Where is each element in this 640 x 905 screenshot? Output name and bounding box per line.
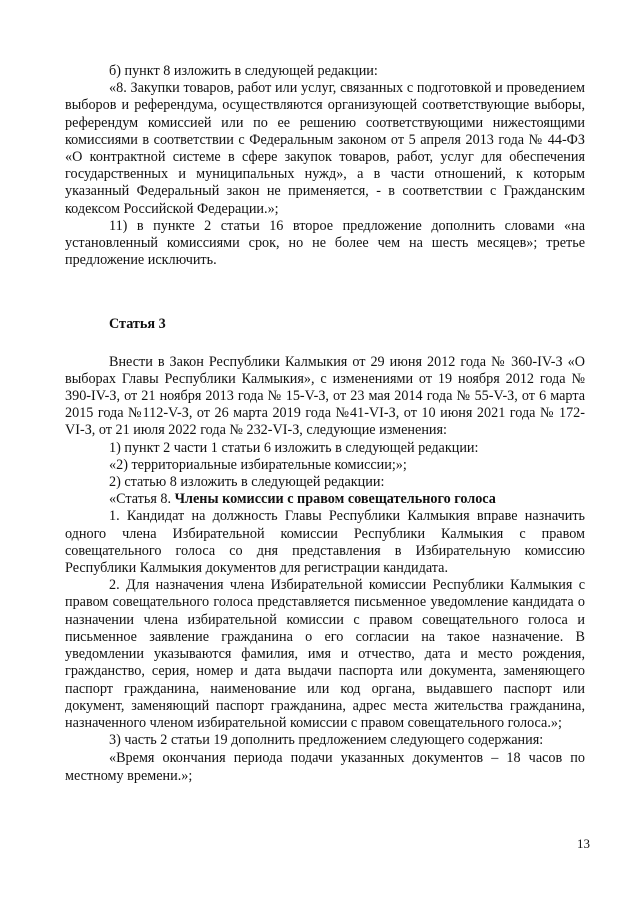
paragraph: Внести в Закон Республики Калмыкия от 29 июня 2012 года № 360-IV-З «О выборах Главы Республики Калмыкия», с изменениями от 19 ноября 2012 года № 390-IV-З, от 21 ноября 2013 года № 15-V-З, от 23 мая 2014 года № 55-V-З, от 6 марта 2015 года №112-V-З, от 26 марта 2019 года №41-VI-З, от 10 июня 2021 года № 172-VI-З, от 21 июля 2022 года № 232-VI-З, следующие изменения:: [65, 353, 585, 439]
paragraph: 3) часть 2 статьи 19 дополнить предложением следующего содержания:: [109, 732, 544, 749]
article-heading: Статья 3: [109, 316, 166, 333]
paragraph: «2) территориальные избирательные комиссии;»;: [109, 456, 407, 473]
document-body: [65, 63, 585, 785]
paragraph: 1) пункт 2 части 1 статьи 6 изложить в следующей редакции:: [109, 439, 479, 456]
paragraph: 2. Для назначения члена Избирательной комиссии Республики Калмыкия с правом совещательного голоса представляется письменное уведомление кандидата о назначении члена избирательной комиссии с правом совещательного голоса и письменное заявление гражданина о его согласии на такое назначение. В уведомлении указываются фамилия, имя и отчество, дата и место рождения, гражданство, серия, номер и дата выдачи паспорта или документа, заменяющего паспорт гражданина, наименование или код органа, выдавшего паспорт или документ, заменяющий паспорт гражданина, адрес места жительства гражданина, назначенного членом избирательной комиссии с правом совещательного голоса.»;: [65, 577, 585, 731]
paragraph: 2) статью 8 изложить в следующей редакции:: [109, 474, 385, 491]
article8-heading-line: [65, 491, 585, 508]
paragraph: б) пункт 8 изложить в следующей редакции:: [109, 63, 378, 79]
paragraph: 1. Кандидат на должность Главы Республики Калмыкия вправе назначить одного члена Избирательной комиссии Республики Калмыкия с правом совещательного голоса со дня представления в Избирательную комиссию Республики Калмыкия документов для регистрации кандидата.: [65, 508, 585, 577]
paragraph: 11) в пункте 2 статьи 16 второе предложение дополнить словами «на установленный комиссиями срок, но не более чем на шесть месяцев»; третье предложение исключить.: [65, 217, 585, 269]
article8-title: Члены комиссии с правом совещательного голоса: [174, 491, 496, 508]
paragraph: «8. Закупки товаров, работ или услуг, связанных с подготовкой и проведением выборов и референдума, осуществляются организующей соответствующие выборы, референдум комиссией или по ее решению соответствующими нижестоящими комиссиями в соответствии с Федеральным законом от 5 апреля 2013 года № 44-ФЗ «О контрактной системе в сфере закупок товаров, работ, услуг для обеспечения государственных и муниципальных нужд», а в части отношений, к которым указанный Федеральный закон не применяется, - в соответствии с Гражданским кодексом Российской Федерации.»;: [65, 80, 585, 217]
paragraph: «Время окончания периода подачи указанных документов – 18 часов по местному времени.»;: [65, 750, 585, 784]
article8-prefix: «Статья 8.: [109, 491, 175, 508]
page-number: 13: [577, 836, 590, 851]
